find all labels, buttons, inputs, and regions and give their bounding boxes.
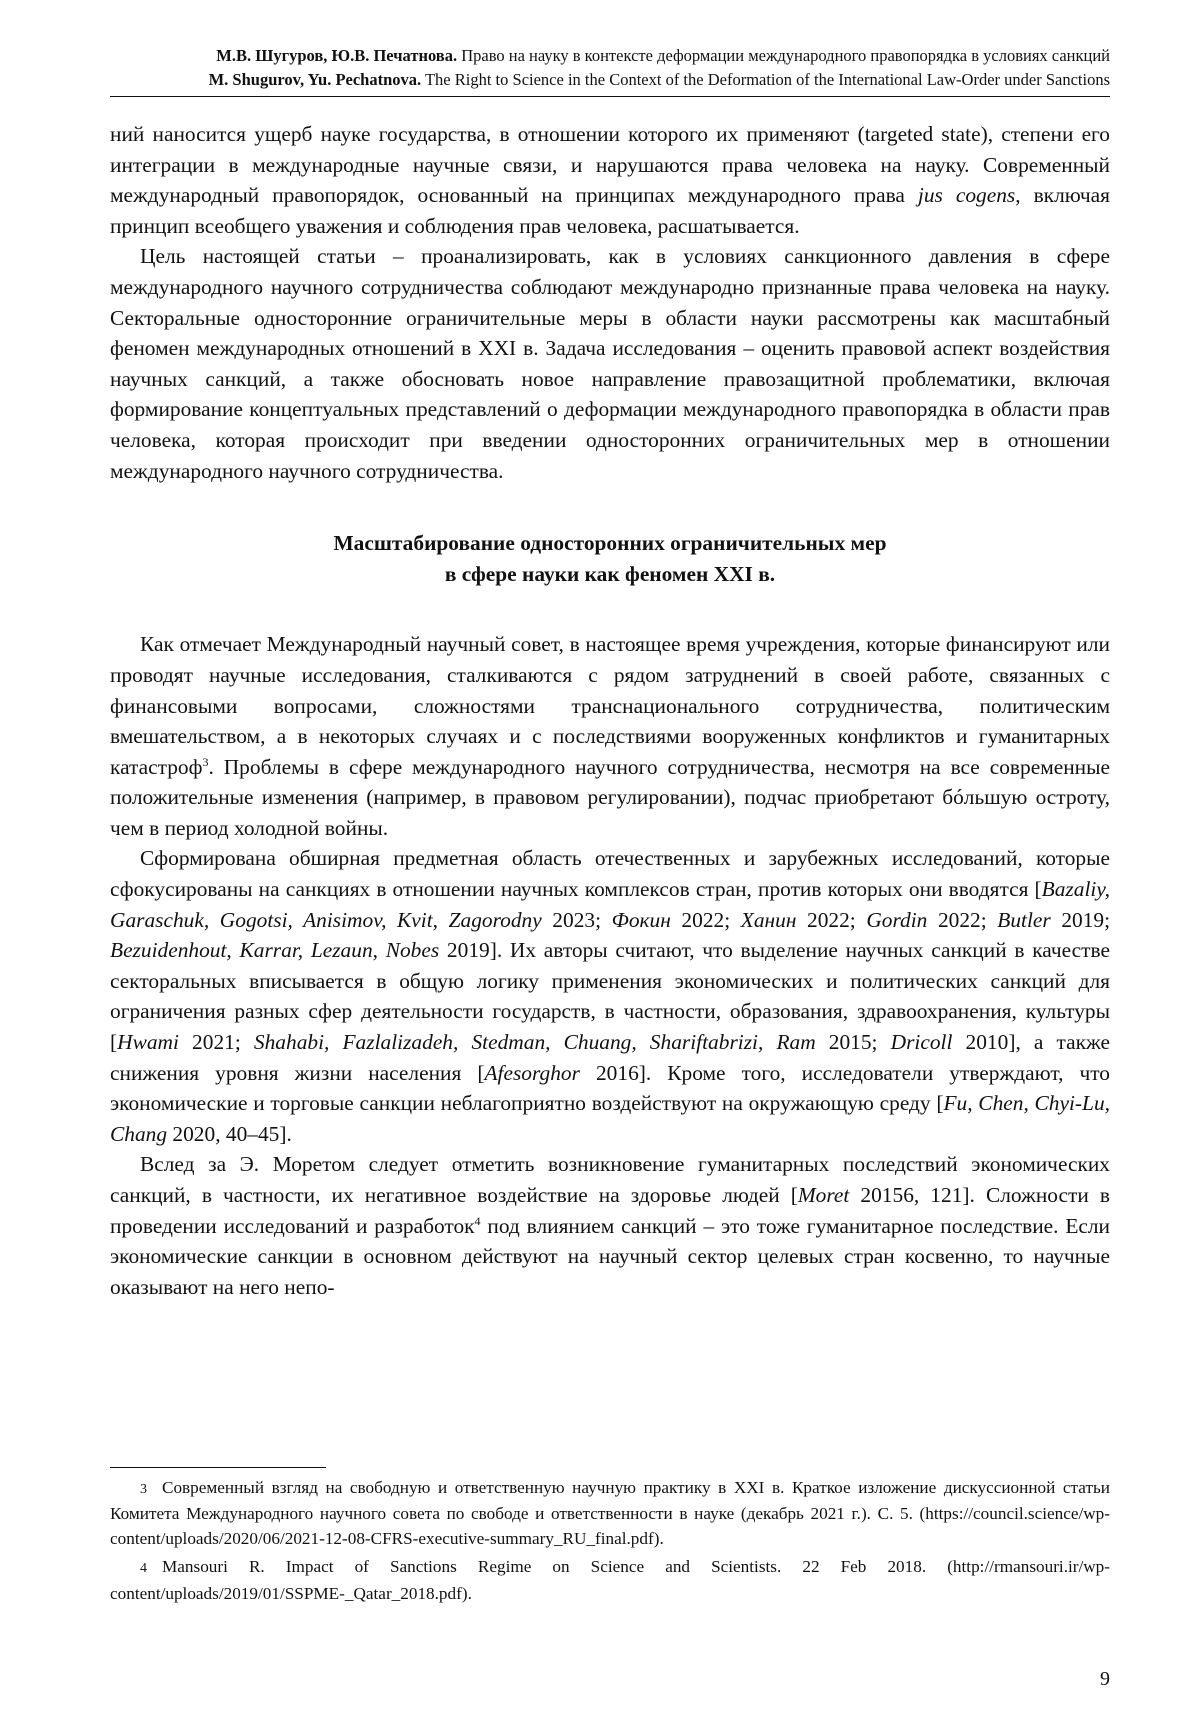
footnote-ref-3[interactable]: 3 (202, 754, 209, 769)
citation-authors: Fu, Chen, Chyi-Lu, Chang (110, 1091, 1110, 1146)
jus-cogens-term: jus cogens (917, 183, 1016, 208)
paragraph-4-text: Сформирована обширная предметная область отечественных и зарубежных исследований, которые сфокусированы на санкциях в отношении научных комплексов стран, против которых они вводятся [ (110, 846, 1110, 902)
citation-authors: Dricoll (890, 1030, 953, 1055)
footnotes (110, 1476, 1110, 1606)
citation-year: 2021; (178, 1030, 254, 1055)
citation-authors: Bazaliy, Garaschuk, Gogotsi, Anisimov, Kvit, Zagorodny (110, 877, 1110, 932)
citation-year: 2020, 40–45]. (167, 1121, 292, 1146)
footnote-rule (110, 1467, 326, 1468)
footnote-number: 3 (140, 1482, 147, 1497)
citation-authors: Butler (997, 907, 1051, 932)
section-heading (110, 528, 1110, 589)
running-header (110, 44, 1110, 92)
page (110, 44, 1110, 1302)
footnote-number: 4 (140, 1561, 147, 1577)
citation-authors: Ханин (740, 907, 797, 932)
running-header-en (110, 68, 1110, 92)
footnote-text: Современный взгляд на свободную и ответственную научную практику в XXI в. Краткое изложение дискуссионной статьи Комитета Международного научного совета по свободе и ответственности в науке (декабрь 2021 г.). С. 5. (https://council.science/wp-content/uploads/2020/06/2021-12-08-CFRS-executive-summary_RU_final.pdf). (110, 1478, 1110, 1548)
paragraph-5-text-mid: 20156, 121]. Сложности в проведении исследований и разработок (110, 1183, 1110, 1238)
citation-year: 2015; (815, 1030, 891, 1055)
paragraph-1-text-end: , включая принцип всеобщего уважения и соблюдения прав человека, расшатывается. (110, 183, 1110, 238)
citation-authors: Gordin (866, 907, 928, 932)
citation-authors: Фокин (611, 907, 671, 932)
footnote-ref-4[interactable]: 4 (474, 1213, 481, 1228)
paragraph-1 (110, 119, 1110, 241)
paragraph-5-text-end: под влиянием санкций – это тоже гуманитарное последствие. Если экономические санкции в основном действуют на научный сектор целевых стран косвенно, то научные оказывают на него непо- (110, 1213, 1110, 1299)
citation-year: 2023; (541, 907, 612, 932)
header-authors-ru: М.В. Шугуров, Ю.В. Печатнова. (216, 46, 458, 65)
citation-year: 2022; (796, 907, 867, 932)
footnote-4 (110, 1555, 1110, 1606)
citation-authors: Moret (797, 1183, 850, 1207)
paragraph-4 (110, 843, 1110, 1149)
paragraph-3-text: Как отмечает Международный научный совет, в настоящее время учреждения, которые финансируют или проводят научные исследования, сталкиваются с рядом затруднений в своей работе, связанных с финансовыми вопросами, сложностями транснационального сотрудничества, политическим вмешательством, а в некоторых случаях и с последствиями вооруженных конфликтов и гуманитарных катастроф (110, 632, 1110, 779)
header-authors-en: M. Shugurov, Yu. Pechatnova. (208, 70, 422, 89)
header-title-en: The Right to Science in the Context of the Deformation of the International Law-Order under Sanctions (421, 70, 1110, 89)
citation-year: 2022; (670, 907, 741, 932)
paragraph-1-text: ний наносится ущерб науке государства, в отношении которого их применяют (targeted state), степени его интеграции в международные научные связи, и нарушаются права человека на науку. Современный международный правопорядок, основанный на принципах международного права (110, 122, 1110, 208)
section-heading-line-1: Масштабирование односторонних ограничительных мер (333, 531, 887, 556)
footnote-text: Mansouri R. Impact of Sanctions Regime on Science and Scientists. 22 Feb 2018. (http://rmansouri.ir/wp-content/uploads/2019/01/SSPME-_Qatar_2018.pdf). (110, 1557, 1110, 1603)
citation-year: 2019]. Их авторы считают, что выделение научных санкций в качестве секторальных вписывается в общую логику применения экономических и политических санкций для ограничения разных сфер деятельности государств, в частности, образования, здравоохранения, культуры [ (110, 938, 1110, 1055)
citation-authors: Bezuidenhout, Karrar, Lezaun, Nobes (110, 938, 440, 963)
header-title-ru: Право на науку в контексте деформации международного правопорядка в условиях санкций (457, 46, 1110, 65)
paragraph-3-text-end: . Проблемы в сфере международного научного сотрудничества, несмотря на все современные положительные изменения (например, в правовом регулировании), подчас приобретают бóльшую остроту, чем в период холодной войны. (110, 754, 1110, 840)
citation-year: 2022; (927, 907, 998, 932)
citation-year: 2016]. Кроме того, исследователи утверждают, что экономические и торговые санкции неблагоприятно воздействуют на окружающую среду [ (110, 1060, 1110, 1116)
body-text (110, 119, 1110, 1302)
citation-authors: Hwami (117, 1030, 179, 1055)
citation-authors: Afesorghor (484, 1060, 580, 1085)
footnote-3 (110, 1476, 1110, 1551)
paragraph-2: Цель настоящей статьи – проанализировать, как в условиях санкционного давления в сфере международного научного сотрудничества соблюдают международно признанные права человека на науку. Секторальные односторонние ограничительные меры в области науки рассмотрены как масштабный феномен международных отношений в XXI в. Задача исследования – оценить правовой аспект воздействия научных санкций, а также обосновать новое направление правозащитной проблематики, включая формирование концептуальных представлений о деформации международного правопорядка в области прав человека, которая происходит при введении односторонних ограничительных мер в отношении международного научного сотрудничества. (110, 244, 1110, 483)
citation-year: 2019; (1050, 907, 1111, 932)
paragraph-3 (110, 629, 1110, 843)
page-number: 9 (1100, 1668, 1110, 1690)
header-rule (110, 96, 1110, 97)
paragraph-5-text: Вслед за Э. Моретом следует отметить возникновение гуманитарных последствий экономических санкций, в частности, их негативное воздействие на здоровье людей [ (110, 1152, 1110, 1207)
citation-year: 2010], а также снижения уровня жизни населения [ (110, 1030, 1111, 1085)
citation-authors: Shahabi, Fazlalizadeh, Stedman, Chuang, Shariftabrizi, Ram (253, 1030, 816, 1055)
paragraph-5 (110, 1149, 1110, 1302)
running-header-ru (110, 44, 1110, 68)
section-heading-line-2: в сфере науки как феномен XXI в. (444, 561, 776, 586)
